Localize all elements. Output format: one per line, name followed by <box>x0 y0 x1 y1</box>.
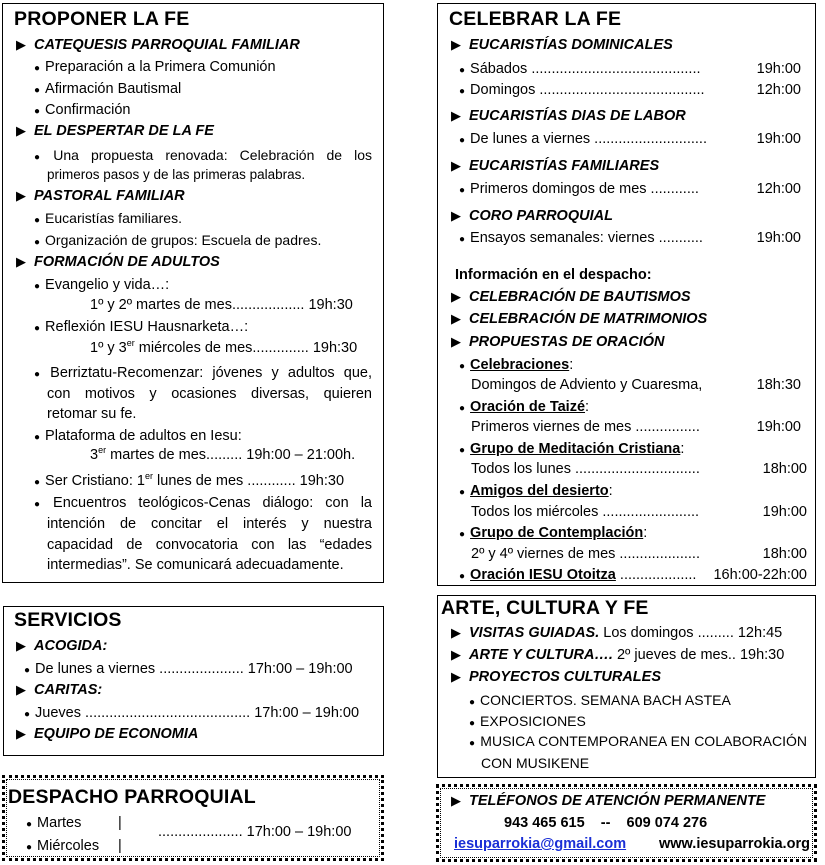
caritas-heading: ▶ CARITAS: <box>16 682 103 698</box>
bullet-icon: ● <box>26 819 33 830</box>
bullet-icon: ● <box>34 85 41 96</box>
amigos-line: Todos los miércoles ........................ <box>471 504 700 520</box>
evangelio-schedule: 1º y 2º martes de mes.................. 19h:30 <box>90 297 353 313</box>
list-item: ● Afirmación Bautismal <box>34 81 182 97</box>
catequesis-heading: ▶ CATEQUESIS PARROQUIAL FAMILIAR <box>16 37 300 53</box>
bullet-icon: ● <box>459 529 466 540</box>
amigos-label: ● Amigos del desierto: <box>459 483 613 499</box>
triangle-icon: ▶ <box>16 37 26 52</box>
sabados-line: ● Sábados .......................................... <box>459 61 701 77</box>
bullet-icon: ● <box>34 237 41 248</box>
bullet-icon: ● <box>459 403 466 414</box>
despacho-day: ● Martes <box>26 815 82 831</box>
despacho-separator: | <box>118 838 122 854</box>
bullet-icon: ● <box>34 152 49 163</box>
meditacion-time: 18h:00 <box>762 461 807 477</box>
sabados-time: 19h:00 <box>756 61 801 77</box>
bullet-icon: ● <box>34 323 41 334</box>
meditacion-label: ● Grupo de Meditación Cristiana: <box>459 441 685 457</box>
triangle-icon: ▶ <box>451 289 461 304</box>
despacho-separator: | <box>118 815 122 831</box>
amigos-time: 19h:00 <box>762 504 807 520</box>
triangle-icon: ▶ <box>16 638 26 653</box>
list-item: ● MUSICA CONTEMPORANEA EN COLABORACIÓN <box>469 733 807 749</box>
bullet-icon: ● <box>34 106 41 117</box>
list-item-continued: CON MUSIKENE <box>481 755 590 771</box>
encuentros-text-4: intermedias”. Se comunicará adecuadamente. <box>47 557 344 573</box>
meditacion-line: Todos los lunes ............................... <box>471 461 700 477</box>
economia-heading: ▶ EQUIPO DE ECONOMIA <box>16 726 199 742</box>
triangle-icon: ▶ <box>451 625 461 640</box>
triangle-icon: ▶ <box>451 311 461 326</box>
list-item: ● Confirmación <box>34 102 131 118</box>
list-item: ● Preparación a la Primera Comunión <box>34 59 276 75</box>
triangle-icon: ▶ <box>451 647 461 662</box>
triangle-icon: ▶ <box>16 254 26 269</box>
acogida-heading: ▶ ACOGIDA: <box>16 638 108 654</box>
otoitza-time: 16h:00-22h:00 <box>713 567 807 583</box>
bautismos-heading: ▶ CELEBRACIÓN DE BAUTISMOS <box>451 289 691 305</box>
despacho-day: ● Miércoles <box>26 838 100 854</box>
contemplacion-line: 2º y 4º viernes de mes .................... <box>471 546 700 562</box>
reflexion-schedule: 1º y 3er miércoles de mes.............. 19h:30 <box>90 338 358 356</box>
despacho-title: DESPACHO PARROQUIAL <box>8 786 256 808</box>
list-item: ● Plataforma de adultos en Iesu: <box>34 428 242 444</box>
triangle-icon: ▶ <box>16 188 26 203</box>
bullet-icon: ● <box>469 738 476 749</box>
celebrar-title: CELEBRAR LA FE <box>449 8 622 30</box>
labor-time: 19h:00 <box>756 131 801 147</box>
bullet-icon: ● <box>459 571 466 582</box>
encuentros-text-3: capacidad de convocatoria con las “edades <box>47 537 372 553</box>
dominicales-heading: ▶ EUCARISTÍAS DOMINICALES <box>451 37 673 53</box>
coro-time: 19h:00 <box>756 230 801 246</box>
list-item: ● Ser Cristiano: 1er lunes de mes ............ 19h:30 <box>34 471 345 489</box>
bullet-icon: ● <box>459 445 466 456</box>
list-item: ● Evangelio y vida…: <box>34 277 170 293</box>
formacion-heading: ▶ FORMACIÓN DE ADULTOS <box>16 254 220 270</box>
proponer-title: PROPONER LA FE <box>14 8 190 30</box>
triangle-icon: ▶ <box>451 793 461 808</box>
berriztatu-text-3: retomar su fe. <box>47 406 137 422</box>
despertar-text: ● Una propuesta renovada: Celebración de los <box>34 147 372 163</box>
oracion-heading: ▶ PROPUESTAS DE ORACIÓN <box>451 334 665 350</box>
celebraciones-label: ● Celebraciones: <box>459 357 574 373</box>
berriztatu-text-2: con motivos y ocasiones diversas, quieren <box>47 386 372 402</box>
despertar-text-2: primeros pasos y de las primeras palabras. <box>47 167 306 182</box>
celebraciones-line: Domingos de Adviento y Cuaresma, <box>471 377 703 393</box>
info-despacho: Información en el despacho: <box>455 267 652 283</box>
bullet-icon: ● <box>469 697 476 708</box>
celebraciones-time: 18h:30 <box>756 377 801 393</box>
bullet-icon: ● <box>24 709 31 720</box>
familiares-line: ● Primeros domingos de mes ............ <box>459 181 699 197</box>
bullet-icon: ● <box>34 477 41 488</box>
arte-title: ARTE, CULTURA Y FE <box>441 597 649 619</box>
list-item: ● Eucaristías familiares. <box>34 210 182 226</box>
triangle-icon: ▶ <box>451 208 461 223</box>
taize-time: 19h:00 <box>756 419 801 435</box>
list-item: ● CONCIERTOS. SEMANA BACH ASTEA <box>469 692 731 708</box>
bullet-icon: ● <box>469 718 476 729</box>
servicios-title: SERVICIOS <box>14 609 122 631</box>
bullet-icon: ● <box>34 432 41 443</box>
bullet-icon: ● <box>459 86 466 97</box>
coro-heading: ▶ CORO PARROQUIAL <box>451 208 613 224</box>
visitas-line: ▶ VISITAS GUIADAS. Los domingos ......... 12h:45 <box>451 625 783 641</box>
acogida-hours: ● De lunes a viernes ..................... 17h:00 – 19h:00 <box>24 661 353 677</box>
otoitza-line: ● Oración IESU Otoitza ................... <box>459 567 697 583</box>
proyectos-heading: ▶ PROYECTOS CULTURALES <box>451 669 662 685</box>
familiares-time: 12h:00 <box>756 181 801 197</box>
triangle-icon: ▶ <box>16 726 26 741</box>
triangle-icon: ▶ <box>451 158 461 173</box>
telefonos-numbers: 943 465 615 -- 609 074 276 <box>504 815 708 831</box>
domingos-time: 12h:00 <box>756 82 801 98</box>
pastoral-heading: ▶ PASTORAL FAMILIAR <box>16 188 185 204</box>
triangle-icon: ▶ <box>16 682 26 697</box>
triangle-icon: ▶ <box>451 669 461 684</box>
labor-line: ● De lunes a viernes ............................ <box>459 131 707 147</box>
contemplacion-label: ● Grupo de Contemplación: <box>459 525 648 541</box>
bullet-icon: ● <box>34 215 41 226</box>
caritas-hours: ● Jueves ......................................... 17h:00 – 19h:00 <box>24 705 360 721</box>
triangle-icon: ▶ <box>451 108 461 123</box>
bullet-icon: ● <box>34 369 46 380</box>
triangle-icon: ▶ <box>16 123 26 138</box>
plataforma-schedule: 3er martes de mes......... 19h:00 – 21:00h. <box>90 445 356 463</box>
matrimonios-heading: ▶ CELEBRACIÓN DE MATRIMONIOS <box>451 311 708 327</box>
triangle-icon: ▶ <box>451 37 461 52</box>
taize-line: Primeros viernes de mes ................ <box>471 419 700 435</box>
encuentros-text: ● Encuentros teológicos-Cenas diálogo: con la <box>34 495 372 511</box>
website-link[interactable]: www.iesuparrokia.org <box>659 836 810 852</box>
bullet-icon: ● <box>459 65 466 76</box>
triangle-icon: ▶ <box>451 334 461 349</box>
list-item: ● EXPOSICIONES <box>469 713 586 729</box>
bullet-icon: ● <box>459 185 466 196</box>
bullet-icon: ● <box>459 234 466 245</box>
taize-label: ● Oración de Taizé: <box>459 399 590 415</box>
despertar-heading: ▶ EL DESPERTAR DE LA FE <box>16 123 214 139</box>
despacho-hours: ..................... 17h:00 – 19h:00 <box>158 824 352 840</box>
familiares-heading: ▶ EUCARISTÍAS FAMILIARES <box>451 158 660 174</box>
domingos-line: ● Domingos ......................................... <box>459 82 705 98</box>
telefonos-heading: ▶ TELÉFONOS DE ATENCIÓN PERMANENTE <box>451 793 766 809</box>
bullet-icon: ● <box>459 361 466 372</box>
bullet-icon: ● <box>34 499 49 510</box>
bullet-icon: ● <box>34 63 41 74</box>
bullet-icon: ● <box>459 135 466 146</box>
list-item: ● Reflexión IESU Hausnarketa…: <box>34 319 249 335</box>
list-item: ● Organización de grupos: Escuela de padres. <box>34 232 322 248</box>
bullet-icon: ● <box>34 281 41 292</box>
contemplacion-time: 18h:00 <box>762 546 807 562</box>
labor-heading: ▶ EUCARISTÍAS DIAS DE LABOR <box>451 108 686 124</box>
coro-line: ● Ensayos semanales: viernes ........... <box>459 230 703 246</box>
berriztatu-text: ● Berriztatu-Recomenzar: jóvenes y adultos que, <box>34 365 372 381</box>
bullet-icon: ● <box>459 487 466 498</box>
bullet-icon: ● <box>26 842 33 853</box>
encuentros-text-2: intención de concitar el interés y nuestra <box>47 516 372 532</box>
arte-line: ▶ ARTE Y CULTURA…. 2º jueves de mes.. 19h:30 <box>451 647 785 663</box>
email-link[interactable]: iesuparrokia@gmail.com <box>454 836 627 852</box>
bullet-icon: ● <box>24 665 31 676</box>
